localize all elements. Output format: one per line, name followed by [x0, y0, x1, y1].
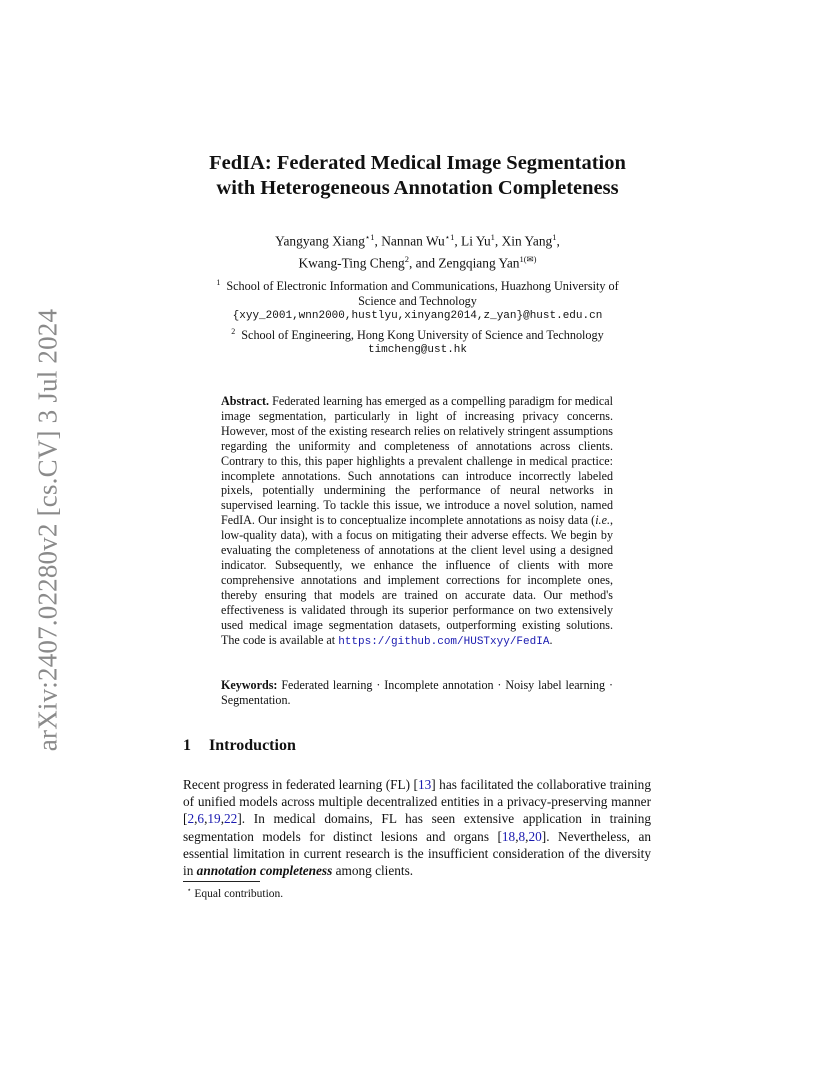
- intro-text: Recent progress in federated learning (FL) [: [183, 777, 418, 792]
- emphasis-text: annotation completeness: [196, 863, 333, 879]
- arxiv-identifier: arXiv:2407.02280v2 [cs.CV] 3 Jul 2024: [32, 308, 63, 752]
- footnote-rule: [183, 881, 260, 882]
- affiliation-2: [175, 324, 660, 343]
- section-number: 1: [183, 737, 191, 754]
- abstract-label: Abstract.: [221, 394, 270, 408]
- author-name: Kwang-Ting Cheng: [298, 255, 405, 271]
- author-name: Li Yu: [461, 233, 491, 249]
- author-name: Zengqiang Yan: [438, 255, 520, 271]
- keywords-label: Keywords:: [221, 678, 278, 692]
- affiliation-1-line-1: [175, 275, 660, 294]
- section-heading: [183, 737, 296, 755]
- title-line-1: FedIA: Federated Medical Image Segmentation: [209, 152, 626, 174]
- title-line-2: with Heterogeneous Annotation Completeness: [216, 177, 619, 199]
- keywords: [221, 678, 613, 708]
- footnote-mark: ⋆: [187, 886, 192, 894]
- affiliation-1-text: School of Electronic Information and Communications, Huazhong University of: [226, 279, 619, 294]
- citation-link[interactable]: 19: [207, 811, 221, 827]
- author-line-2: Kwang-Ting Cheng$^2$, and Zengqiang Yan$^{1(✉)}$: [298, 254, 537, 271]
- abstract: [221, 394, 613, 649]
- author-name: Xin Yang: [501, 233, 553, 249]
- citation-link[interactable]: 18: [501, 828, 516, 844]
- affiliation-1-mark: 1: [216, 278, 221, 287]
- intro-text: ]. Nevertheless, an essential limitation in current research is the insufficient consideration of the diversity in: [183, 828, 651, 879]
- author-list: [170, 228, 665, 273]
- affiliation-2-text: School of Engineering, Hong Kong University of Science and Technology: [241, 328, 604, 343]
- author-mark: 1: [552, 232, 557, 242]
- intro-text: among clients.: [332, 863, 414, 879]
- author-mark: ⋆1: [444, 232, 455, 242]
- citation-link[interactable]: 2: [187, 811, 195, 827]
- keywords-text: Federated learning · Incomplete annotation · Noisy label learning · Segmentation.: [221, 678, 613, 707]
- footnote: [187, 886, 283, 900]
- code-link[interactable]: https://github.com/HUSTxyy/FedIA: [338, 635, 550, 648]
- author-name: Yangyang Xiang: [275, 233, 365, 249]
- affiliation-1-line-2: Science and Technology: [358, 294, 477, 309]
- section-title: Introduction: [209, 737, 296, 754]
- affiliation-2-mark: 2: [231, 327, 236, 337]
- citation-link[interactable]: 6: [197, 811, 205, 827]
- author-name: Nannan Wu: [381, 233, 445, 249]
- citation-link[interactable]: 22: [224, 811, 238, 827]
- citation-link[interactable]: 13: [417, 777, 432, 792]
- email-2: timcheng@ust.hk: [367, 344, 468, 357]
- author-mark: ⋆1: [364, 232, 375, 242]
- corresponding-author-mark: 1(✉): [519, 254, 537, 265]
- author-mark: 2: [404, 254, 409, 265]
- abstract-text-1: Federated learning has emerged as a compelling paradigm for medical image segmentation, particularly in light of increasing privacy concerns. However, most of the existing research relies on relatively stringent assumptions regarding the uniformity and completeness of annotations across clients. Contrary to this, this paper highlights a prevalent challenge in medical practice: incomplete annotations. Such annotations can introduce incorrectly labeled pixels, potentially undermining the performance of neural networks in supervised learning. To tackle this issue, we introduce a novel solution, named FedIA. Our insight is to conceptualize incomplete annotations as noisy data (: [221, 394, 613, 528]
- author-line-1: Yangyang Xiang$^{⋆1}$, Nannan $Wu^{⋆1}$, Li Yu$^1$, Xin Yang$^1$,: [275, 232, 560, 249]
- intro-text: ]. In medical domains, FL has seen extensive application in training segmentation models for distinct lesions and organs [: [183, 811, 651, 844]
- citation-link[interactable]: 8: [518, 828, 526, 844]
- abstract-text-2: , low-quality data), with a focus on mitigating their adverse effects. We begin by evaluating the completeness of annotations at the client level using a designed indicator. Subsequently, we enhance the influence of clients with more comprehensive annotations and implement corrections for incomplete ones, thereby ensuring that models are trained on accurate data. Our method's effectiveness is validated through its superior performance on two extensively used medical image segmentation datasets, outperforming existing solutions. The code is available at: [221, 513, 613, 647]
- intro-text: ] has facilitated the collaborative training of unified models across multiple decentralized entities in a privacy-preserving manner [: [183, 777, 651, 827]
- abstract-ie: i.e.: [595, 513, 610, 528]
- email-1: {xyy_2001,wnn2000,hustlyu,xinyang2014,z_yan}@hust.edu.cn: [232, 310, 603, 323]
- abstract-text-3: .: [549, 632, 553, 647]
- footnote-text: Equal contribution.: [194, 887, 284, 900]
- paper-title: [150, 151, 685, 201]
- citation-link[interactable]: 20: [528, 828, 542, 844]
- affiliations: [175, 275, 660, 358]
- author-mark: 1: [490, 232, 495, 242]
- intro-paragraph: Recent progress in federated learning (FL) [13] has facilitated the collaborative training of unified models across multiple decentralized entities in a privacy-preserving manner [2,6,19,22]. In medical domains, FL has seen extensive application in training segmentation models for distinct lesions and organs [18,8,20]. Nevertheless, an essential limitation in current research is the insufficient consideration of the diversity in annotation completeness among clients.: [183, 777, 651, 879]
